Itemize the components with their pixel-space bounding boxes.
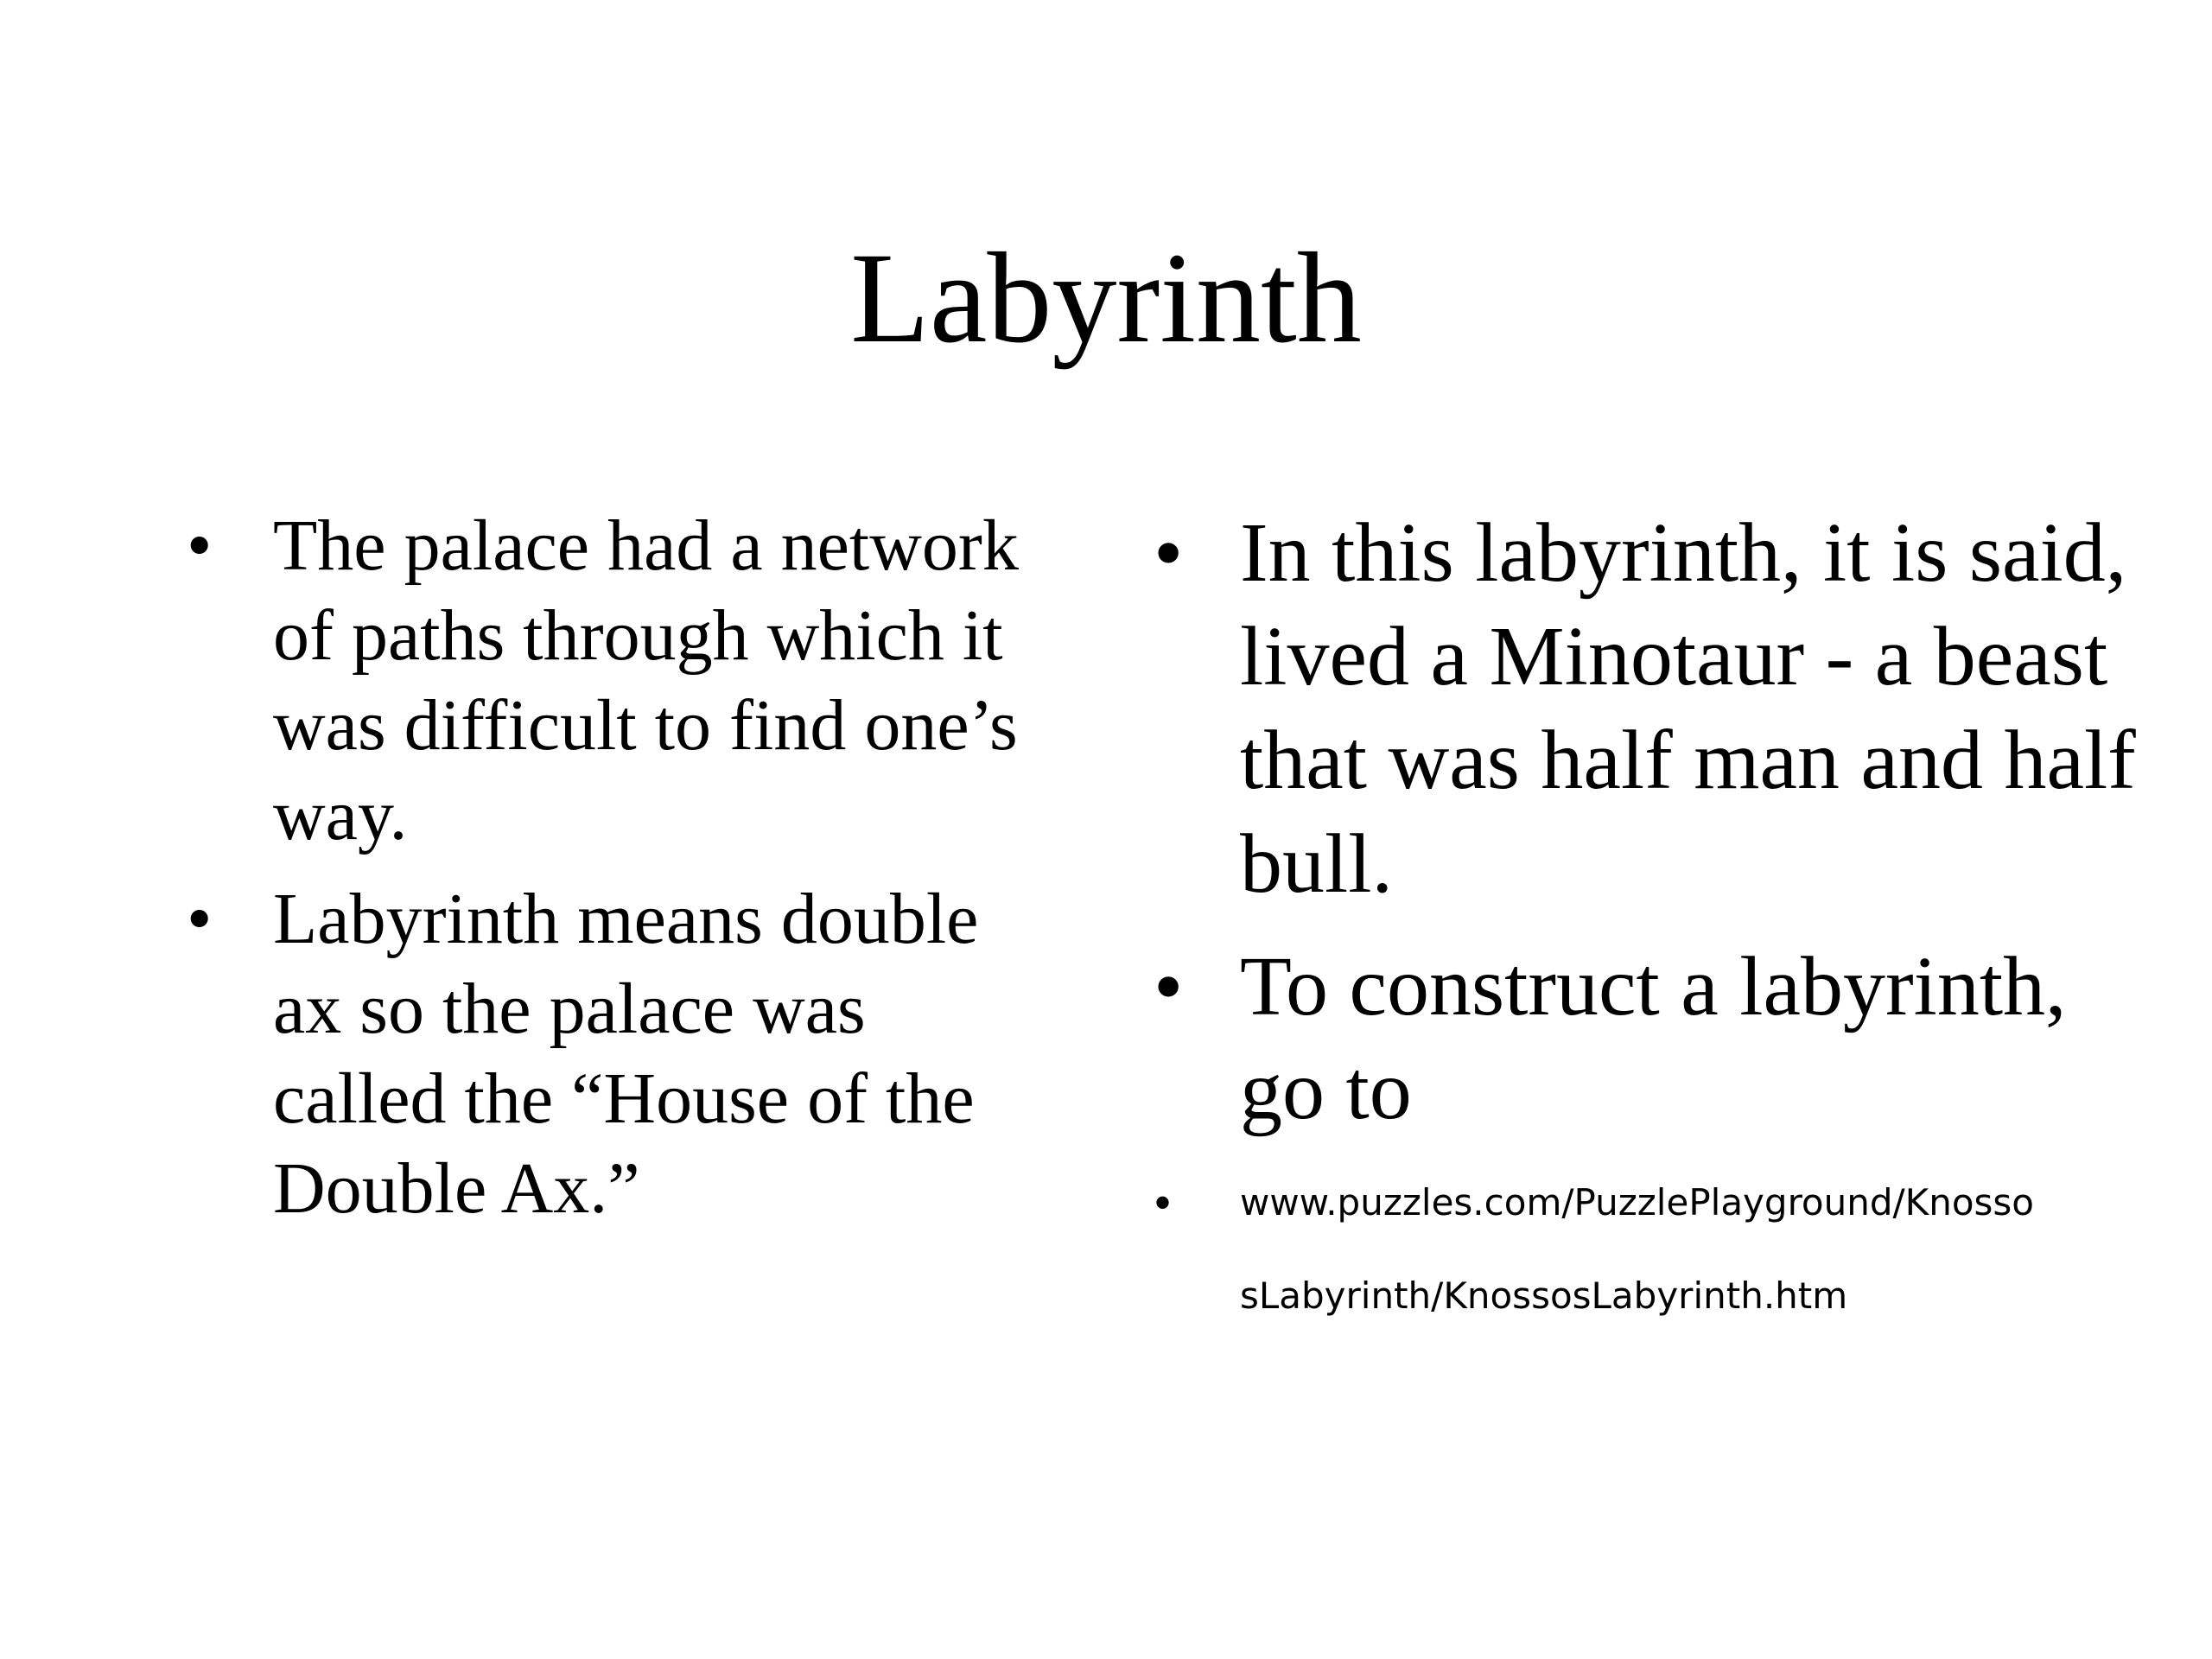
bullet-text: In this labyrinth, it is said, lived a Minotaur - a beast that was half man and half bull.	[1240, 506, 2136, 911]
bullet-icon: •	[187, 879, 213, 959]
left-bullet-list	[187, 501, 1051, 1248]
bullet-text: To construct a labyrinth, go to	[1240, 940, 2067, 1137]
list-item	[187, 501, 1051, 861]
list-item	[1154, 935, 2139, 1142]
right-bullet-list	[1154, 501, 2139, 1362]
bullet-text: Labyrinth means double ax so the palace was called the “House of the Double Ax.”	[273, 879, 979, 1229]
link-list-item	[1154, 1156, 2139, 1343]
list-item	[187, 874, 1051, 1234]
puzzle-url-text: www.puzzles.com/PuzzlePlayground/KnossosLabyrinth/KnossosLabyrinth.htm	[1240, 1181, 2034, 1317]
bullet-icon: •	[1154, 940, 1184, 1033]
list-item	[1154, 501, 2139, 916]
bullet-icon: •	[1154, 1174, 1173, 1231]
bullet-icon: •	[1154, 506, 1184, 600]
slide-title: Labyrinth	[850, 226, 1362, 370]
bullet-icon: •	[187, 505, 213, 586]
bullet-text: The palace had a network of paths through which it was difficult to find one’s way.	[273, 505, 1019, 855]
